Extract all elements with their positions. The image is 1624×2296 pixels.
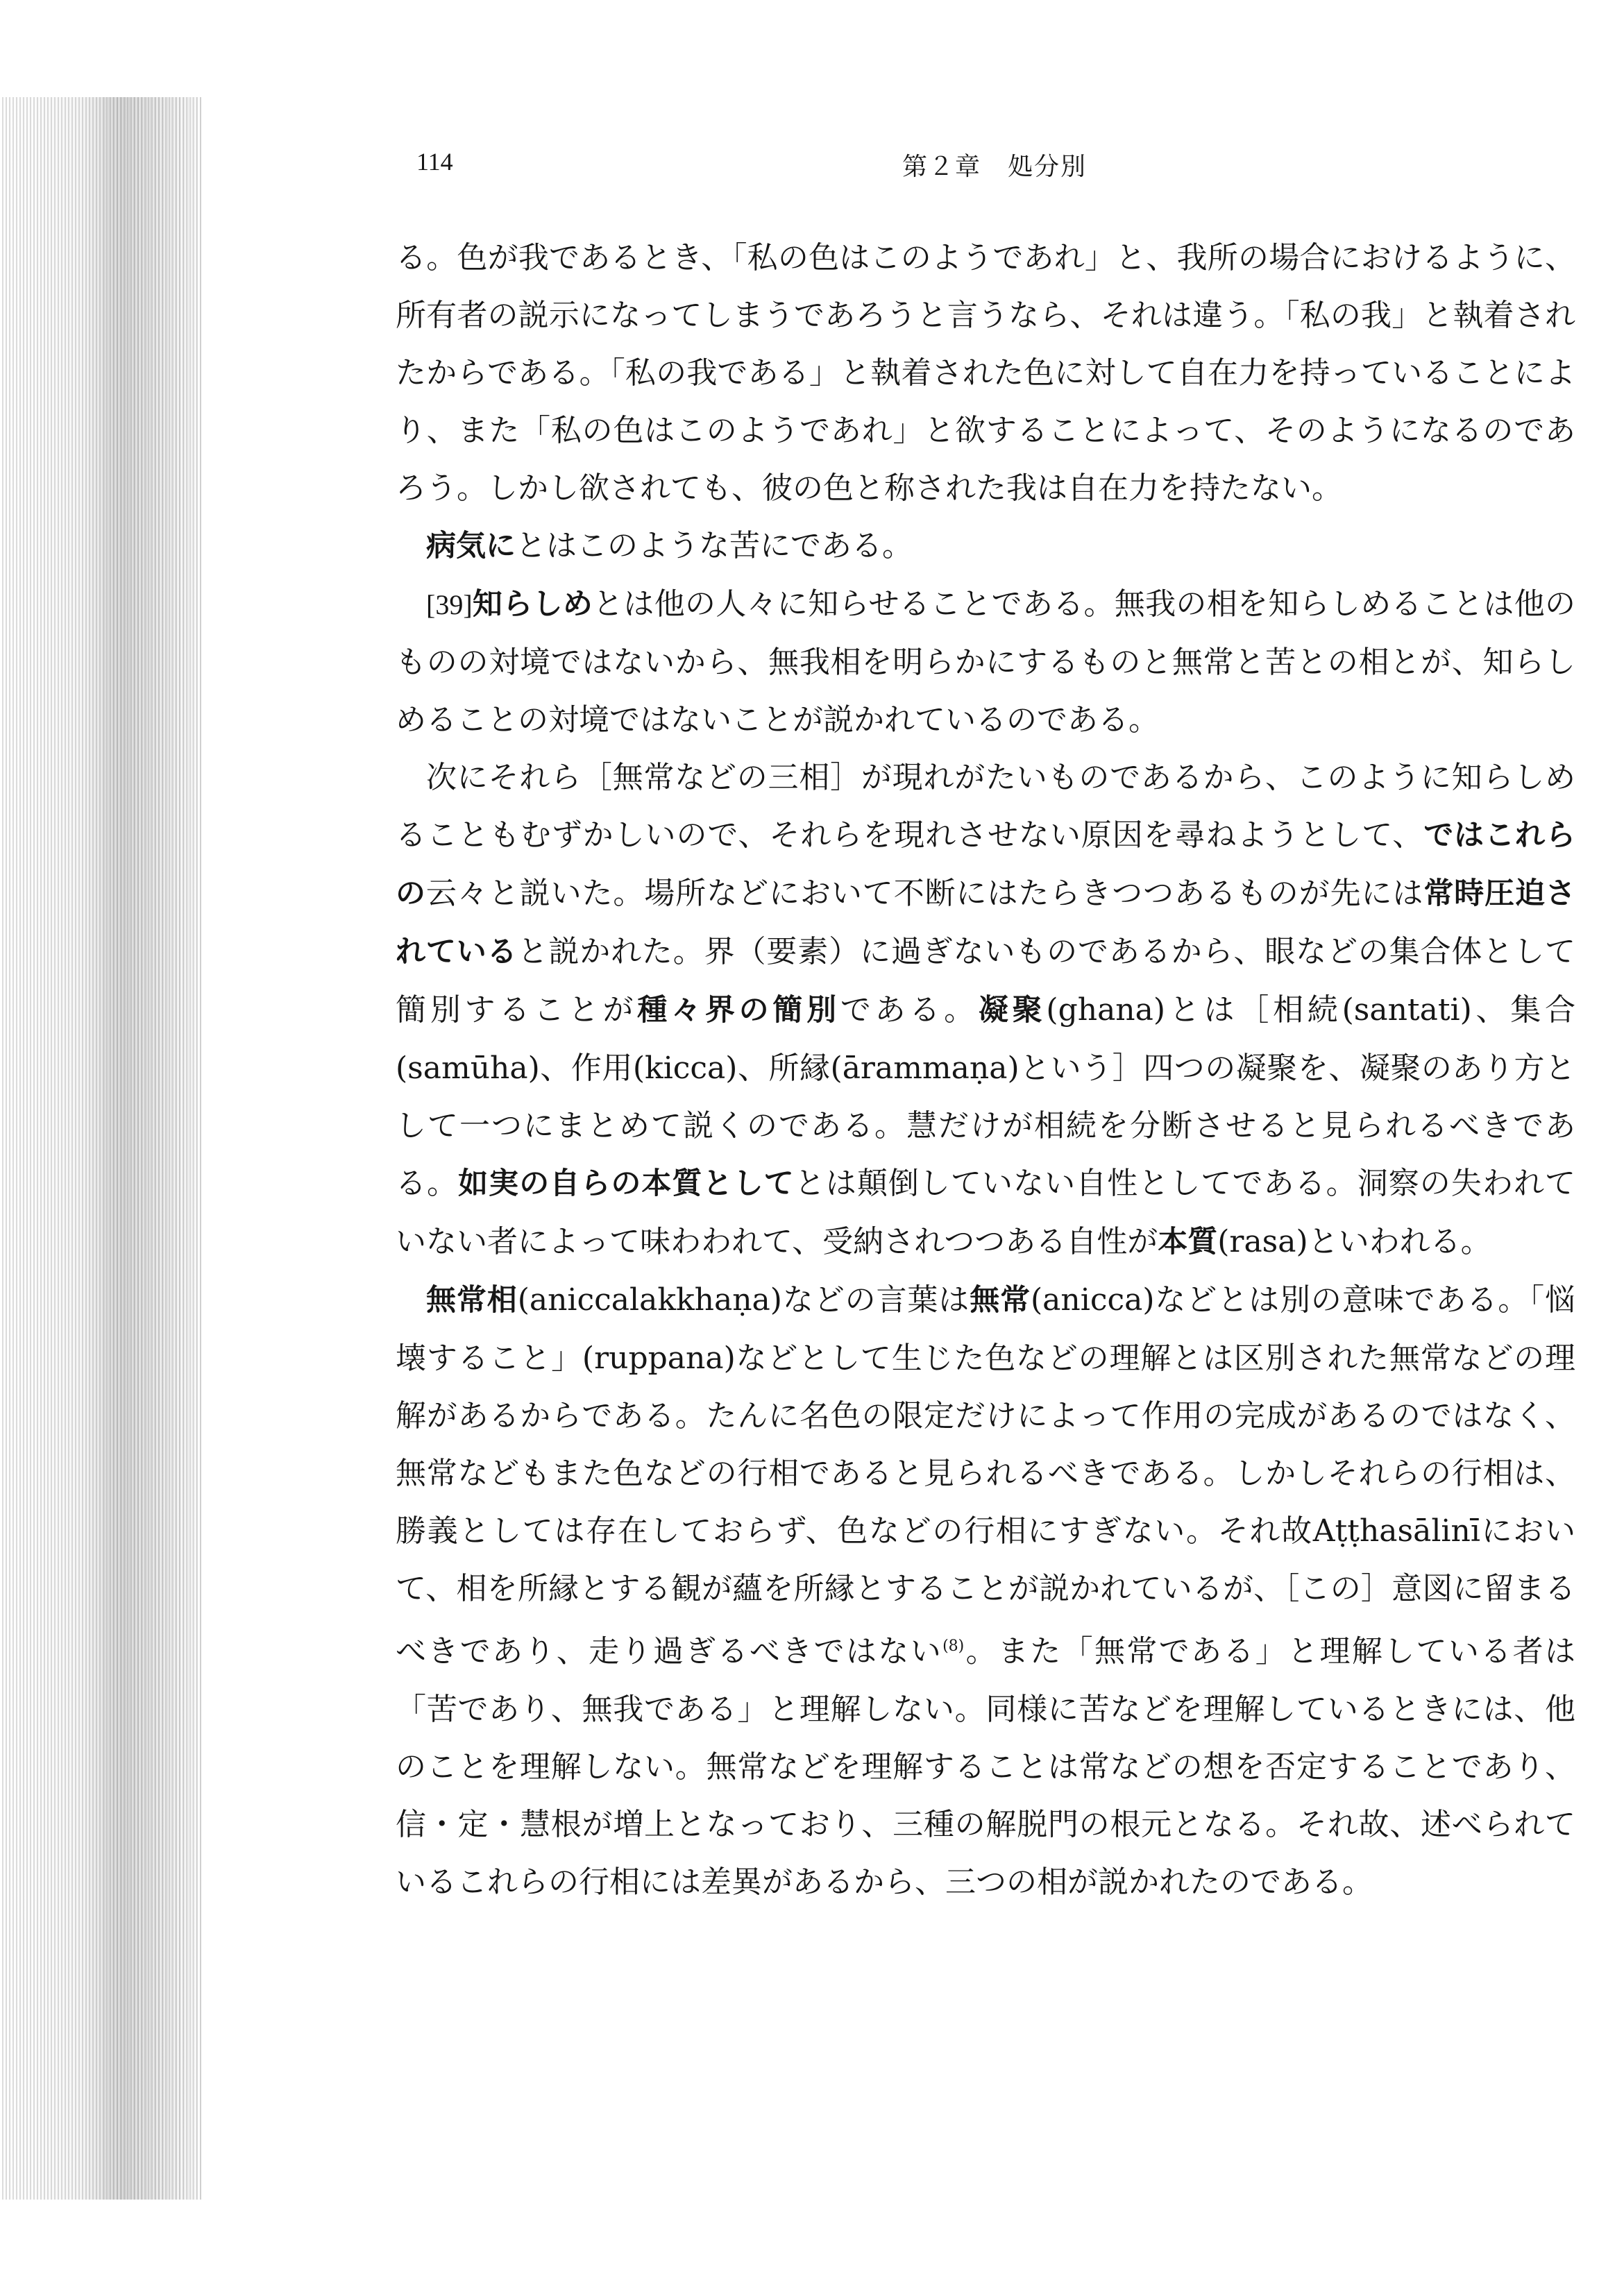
bold-term: ではこれらの (396, 818, 1575, 911)
text: とは他の人々に知らせることである。無我の相を知らしめることは他のものの対境ではないから、無我相を明らかにするものと無常と苦との相とが、知らしめることの対境ではないことが説かれているのである。 (396, 586, 1575, 738)
section-marker: [39] (426, 589, 473, 620)
text: とは顛倒していない自性としてである。洞察の失われていない者によって味わわれて、受納されつつある自性が (396, 1166, 1576, 1259)
bold-term: 常時圧迫されている (396, 876, 1576, 969)
text: (ghana)とは［相続(santati)、集合(samūha)、作用(kicca)、所縁(ārammaṇa)という］四つの凝聚を、凝聚のあり方として一つにまとめて説くのである。慧だけが相続を分断させると見られるべきである。 (396, 992, 1576, 1201)
body-text (396, 229, 1575, 1911)
text: とはこのような苦にである。 (516, 528, 913, 563)
bold-term: 病気に (426, 529, 516, 563)
bold-term: 種々界の簡別 (637, 993, 840, 1028)
running-head: 第２章 処分別 (902, 153, 1088, 181)
page-header (0, 147, 1624, 189)
bold-term: 本質 (1158, 1225, 1218, 1259)
text: である。 (840, 992, 979, 1028)
bold-term: 知らしめ (472, 587, 593, 622)
text: と説かれた。界（要素）に過ぎないものであるから、眼などの集合体として簡別することが (396, 934, 1576, 1028)
paragraph-5 (396, 1271, 1575, 1911)
paragraph-3 (396, 575, 1575, 749)
text: (anicca)などとは別の意味である。「悩壊すること」(ruppana)などとして生じた色などの理解とは区別された無常などの理解があるからである。たんに名色の限定だけによって作用の完成があるのではなく、無常などもまた色などの行相であると見られるべきである。しかしそれらの行相は、勝義としては存在しておらず、色などの行相にすぎない。それ故Aṭṭhasālinīにおいて、相を所縁とする観が蘊を所縁とすることが説かれているが、［この］意図に留まるべきであり、走り過ぎるべきではない (396, 1282, 1576, 1669)
page-number: 114 (416, 148, 453, 176)
bold-term: 凝聚 (978, 993, 1047, 1028)
paragraph-1: る。色が我であるとき、「私の色はこのようであれ」と、我所の場合におけるように、所有者の説示になってしまうであろうと言うなら、それは違う。「私の我」と執着されたからである。「私の我である」と執着された色に対して自在力を持っていることにより、また「私の色はこのようであれ」と欲することによって、そのようになるのであろう。しかし欲されても、彼の色と称された我は自在力を持たない。 (396, 240, 1575, 506)
text: 云々と説いた。場所などにおいて不断にはたらきつつあるものが先には (425, 876, 1424, 911)
text: 次にそれら［無常などの三相］が現れがたいものであるから、このように知らしめることもむずかしいので、それらを現れさせない原因を尋ねようとして、 (396, 760, 1575, 853)
text: (aniccalakkhaṇa)などの言葉は (517, 1282, 970, 1318)
binding-shadow (0, 97, 201, 2200)
text: 。また「無常である」と理解している者は「苦であり、無我である」と理解しない。同様に苦などを理解しているときには、他のことを理解しない。無常などを理解することは常などの想を否定することであり、信・定・慧根が増上となっており、三種の解脱門の根元となる。それ故、述べられているこれらの行相には差異があるから、三つの相が説かれたのである。 (396, 1633, 1576, 1900)
bold-term: 無常 (970, 1283, 1031, 1318)
text: (rasa)といわれる。 (1217, 1224, 1491, 1259)
bold-term: 無常相 (426, 1283, 518, 1318)
paragraph-2 (396, 517, 1575, 575)
paragraph-4 (396, 749, 1575, 1271)
footnote-ref: (8) (942, 1638, 965, 1655)
bold-term: 如実の自らの本質として (458, 1166, 795, 1201)
